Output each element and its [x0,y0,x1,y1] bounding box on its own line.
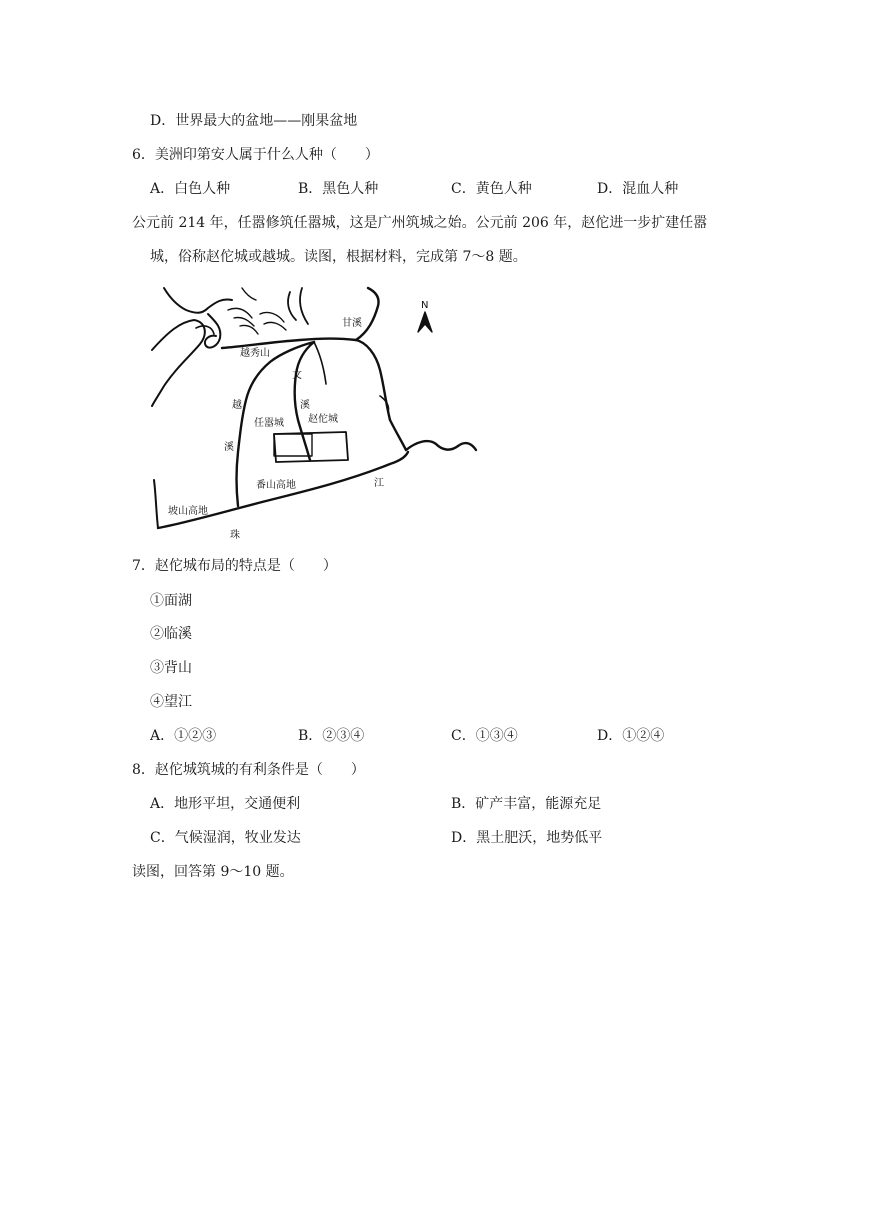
q6-option-a: A．白色人种 [150,181,231,197]
q8-stem: 8．赵佗城筑城的有利条件是（ ） [132,762,365,778]
q8-option-d: D．黑土肥沃，地势低平 [451,830,603,846]
q7-item-2: ②临溪 [150,626,192,642]
q8-option-c: C．气候湿润，牧业发达 [150,830,301,846]
map-label-panshan-highland: 番山高地 [256,480,296,491]
map-label-yuexiushan: 越秀山 [240,348,270,359]
map-label-yue: 越 [232,400,242,411]
q6-stem: 6．美洲印第安人属于什么人种（ ） [132,147,379,163]
q9-intro: 读图，回答第 9～10 题。 [132,864,294,880]
q7-stem: 7．赵佗城布局的特点是（ ） [132,558,337,574]
map-label-zhaotuo-city: 赵佗城 [308,414,338,425]
map-label-xi-wen: 溪 [300,400,310,411]
map-label-xi-yue: 溪 [224,442,234,453]
q7-option-b: B．②③④ [298,728,365,744]
q6-option-c: C．黄色人种 [451,181,532,197]
q7-item-3: ③背山 [150,660,192,676]
map-north-label: N [421,300,429,311]
map-label-zhu: 珠 [230,530,240,541]
map-label-poshan-highland: 坡山高地 [168,506,208,517]
q8-option-a: A．地形平坦，交通便利 [150,796,301,812]
q6-option-b: B．黑色人种 [298,181,379,197]
q7-option-c: C．①③④ [451,728,518,744]
q6-option-d: D．混血人种 [597,181,679,197]
map-label-renqi-city: 任嚣城 [254,418,284,429]
map-label-jiang: 江 [374,478,384,489]
material-line-1: 公元前 214 年，任嚣修筑任嚣城，这是广州筑城之始。公元前 206 年，赵佗进一步扩建任嚣 [132,215,708,231]
map-label-ganxi: 甘溪 [342,318,362,329]
q8-option-b: B．矿产丰富，能源充足 [451,796,602,812]
guangzhou-city-map [150,284,478,542]
q5-option-d: D．世界最大的盆地——刚果盆地 [150,113,358,129]
q7-item-4: ④望江 [150,694,192,710]
q7-option-a: A．①②③ [150,728,217,744]
map-label-wen: 文 [292,370,302,381]
material-line-2: 城，俗称赵佗城或越城。读图，根据材料，完成第 7～8 题。 [150,249,527,265]
q7-item-1: ①面湖 [150,593,192,609]
q7-option-d: D．①②④ [597,728,665,744]
